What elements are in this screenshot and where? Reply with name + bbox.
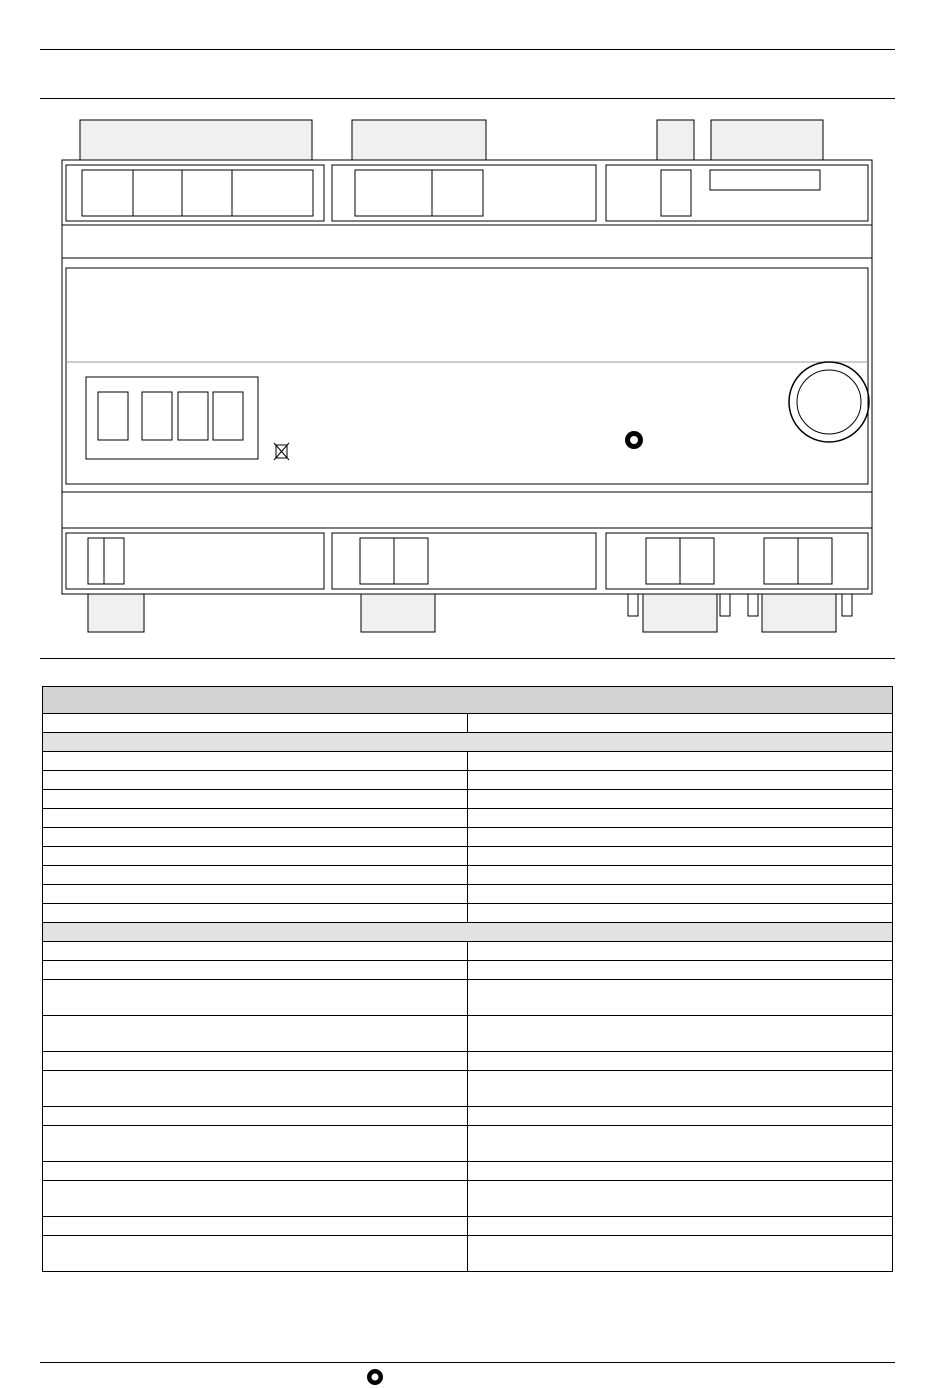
spec-table — [42, 686, 893, 1272]
table-row — [43, 1181, 893, 1217]
table-section-row — [43, 733, 893, 752]
table-row — [43, 942, 893, 961]
table-row — [43, 885, 893, 904]
table-row — [43, 847, 893, 866]
table-row — [43, 961, 893, 980]
mid-rule — [40, 658, 895, 659]
table-row — [43, 1016, 893, 1052]
table-row — [43, 1217, 893, 1236]
table-row — [43, 866, 893, 885]
controller-board-diagram — [0, 0, 950, 660]
table-row — [43, 1107, 893, 1126]
table-row — [43, 828, 893, 847]
table-row — [43, 1126, 893, 1162]
robur-gear-icon — [625, 431, 643, 449]
table-row — [43, 752, 893, 771]
table-row — [43, 809, 893, 828]
table-row — [43, 771, 893, 790]
table-section-row — [43, 923, 893, 942]
table-row — [43, 980, 893, 1016]
table-row — [43, 1052, 893, 1071]
table-row — [43, 1071, 893, 1107]
table-row — [43, 714, 893, 733]
robur-gear-icon — [367, 1369, 383, 1385]
table-row — [43, 1236, 893, 1272]
footer-rule — [40, 1362, 895, 1363]
footer-logo — [366, 1366, 546, 1388]
table-row — [43, 1162, 893, 1181]
table-header-row — [43, 687, 893, 714]
table-row — [43, 904, 893, 923]
table-row — [43, 790, 893, 809]
